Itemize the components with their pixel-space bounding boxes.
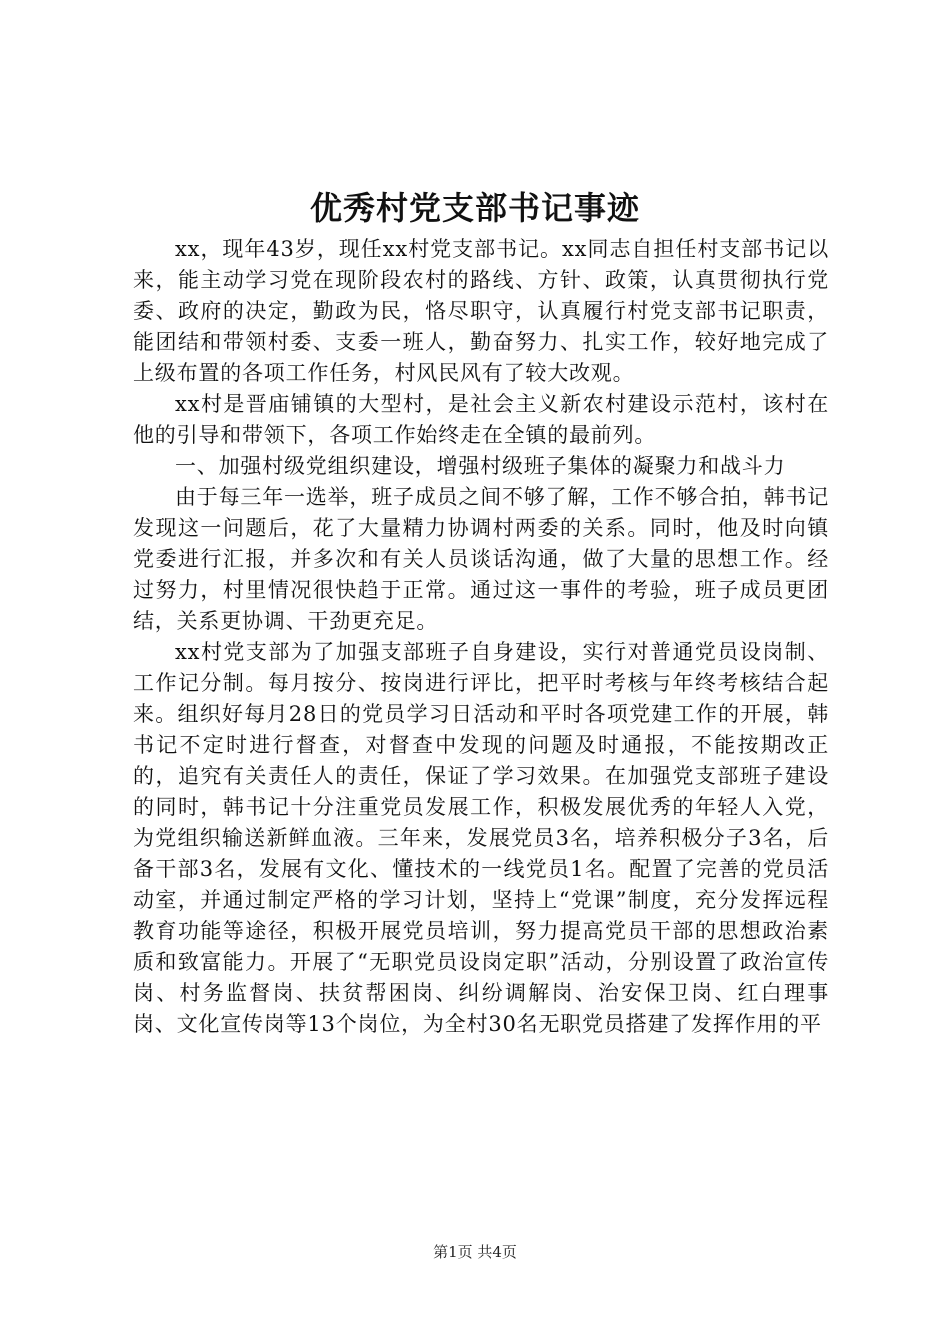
paragraph-coordination: 由于每三年一选举，班子成员之间不够了解，工作不够合拍，韩书记发现这一问题后，花了大量精力协调村两委的关系。同时，他及时向镇党委进行汇报，并多次和有关人员谈话沟通，做了大量的思想工作。经过努力，村里情况很快趋于正常。通过这一事件的考验，班子成员更团结，关系更协调、干劲更充足。 xyxy=(133,485,829,633)
paragraph-village: xx村是晋庙铺镇的大型村，是社会主义新农村建设示范村，该村在他的引导和带领下，各项工作始终走在全镇的最前列。 xyxy=(133,392,829,447)
paragraph-party-building: xx村党支部为了加强支部班子自身建设，实行对普通党员设岗制、工作记分制。每月按分、按岗进行评比，把平时考核与年终考核结合起来。组织好每月28日的党员学习日活动和平时各项党建工作的开展，韩书记不定时进行督查，对督查中发现的问题及时通报，不能按期改正的，追究有关责任人的责任，保证了学习效果。在加强党支部班子建设的同时，韩书记十分注重党员发展工作，积极发展优秀的年轻人入党，为党组织输送新鲜血液。三年来，发展党员3名，培养积极分子3名，后备干部3名，发展有文化、懂技术的一线党员1名。配置了完善的党员活动室，并通过制定严格的学习计划，坚持上“党课”制度，充分发挥远程教育功能等途径，积极开展党员培训，努力提高党员干部的思想政治素质和致富能力。开展了“无职党员设岗定职”活动，分别设置了政治宣传岗、村务监督岗、扶贫帮困岗、纠纷调解岗、治安保卫岗、红白理事岗、文化宣传岗等13个岗位，为全村30名无职党员搭建了发挥作用的平 xyxy=(133,640,829,1036)
section-heading: 一、加强村级党组织建设，增强村级班子集体的凝聚力和战斗力 xyxy=(175,454,786,478)
page-number-footer: 第1页 共4页 xyxy=(433,1243,517,1261)
document-body xyxy=(133,234,829,1040)
document-title: 优秀村党支部书记事迹 xyxy=(309,189,640,227)
paragraph-intro: xx，现年43岁，现任xx村党支部书记。xx同志自担任村支部书记以来，能主动学习党在现阶段农村的路线、方针、政策，认真贯彻执行党委、政府的决定，勤政为民，恪尽职守，认真履行村党支部书记职责，能团结和带领村委、支委一班人，勤奋努力、扎实工作，较好地完成了上级布置的各项工作任务，村风民风有了较大改观。 xyxy=(133,237,829,385)
